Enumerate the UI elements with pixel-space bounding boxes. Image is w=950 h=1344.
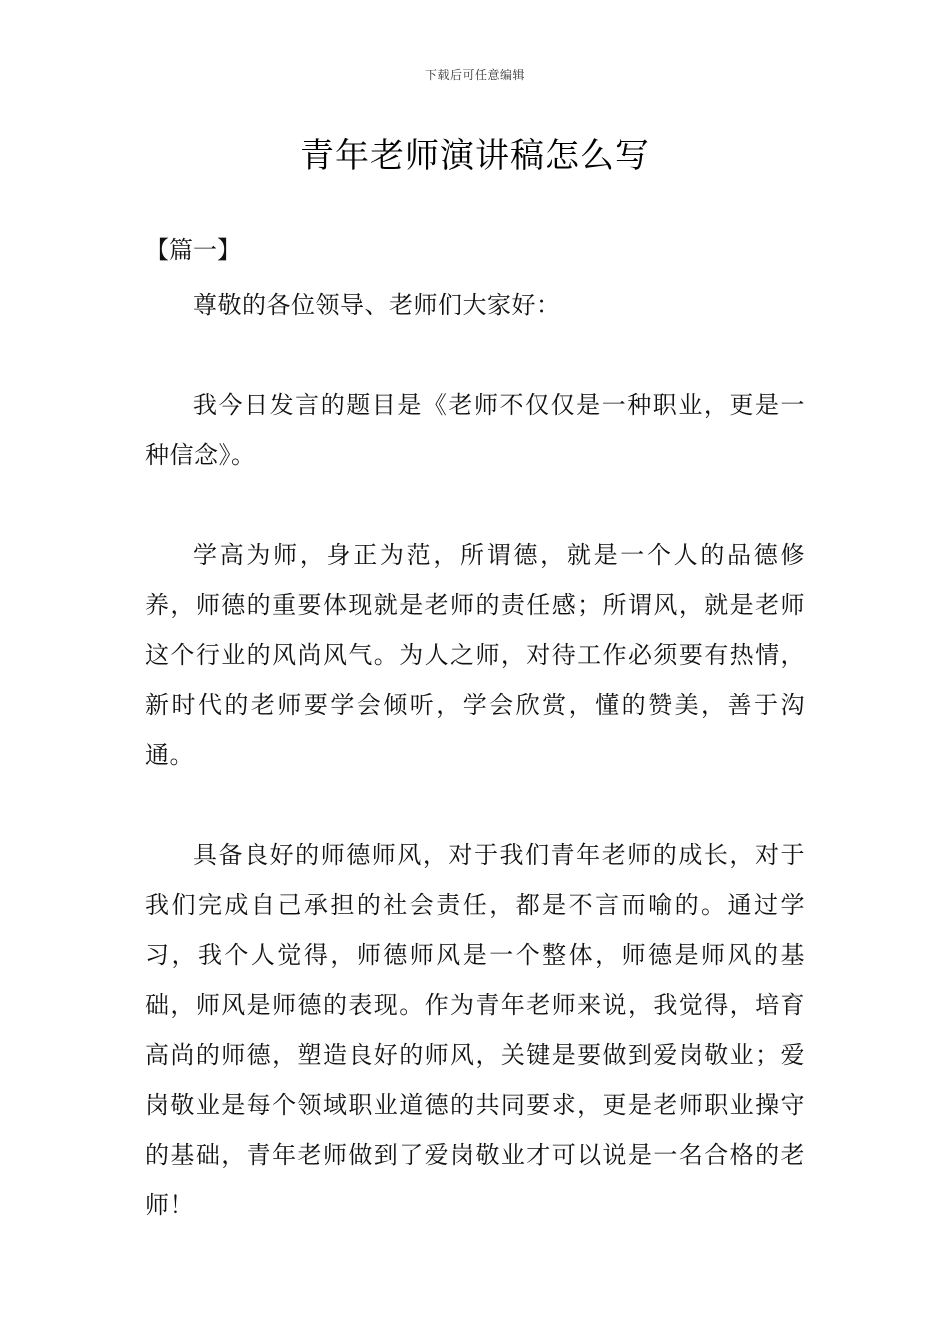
document-title: 青年老师演讲稿怎么写 [300, 136, 650, 176]
paragraph-gap [145, 480, 805, 530]
header-note: 下载后可任意编辑 [424, 68, 525, 82]
paragraph-ethics: 学高为师，身正为范，所谓德，就是一个人的品德修养，师德的重要体现就是老师的责任感；所谓风，就是老师这个行业的风尚风气。为人之师，对待工作必须要有热情，新时代的老师要学会倾听，学会欣赏，懂的赞美，善于沟通。 [145, 541, 805, 769]
paragraph-topic: 我今日发言的题目是《老师不仅仅是一种职业，更是一种信念》。 [145, 391, 805, 469]
paragraph-greeting: 尊敬的各位领导、老师们大家好： [193, 291, 561, 319]
section-label: 【篇一】 [145, 236, 241, 264]
paragraph-gap [145, 780, 805, 830]
document-body [145, 230, 805, 1230]
paragraph-gap [145, 330, 805, 380]
paragraph-dedication: 具备良好的师德师风，对于我们青年老师的成长，对于我们完成自己承担的社会责任，都是不言而喻的。通过学习，我个人觉得，师德师风是一个整体，师德是师风的基础，师风是师德的表现。作为青年老师来说，我觉得，培育高尚的师德，塑造良好的师风，关键是要做到爱岗敬业；爱岗敬业是每个领域职业道德的共同要求，更是老师职业操守的基础，青年老师做到了爱岗敬业才可以说是一名合格的老师！ [145, 841, 805, 1219]
